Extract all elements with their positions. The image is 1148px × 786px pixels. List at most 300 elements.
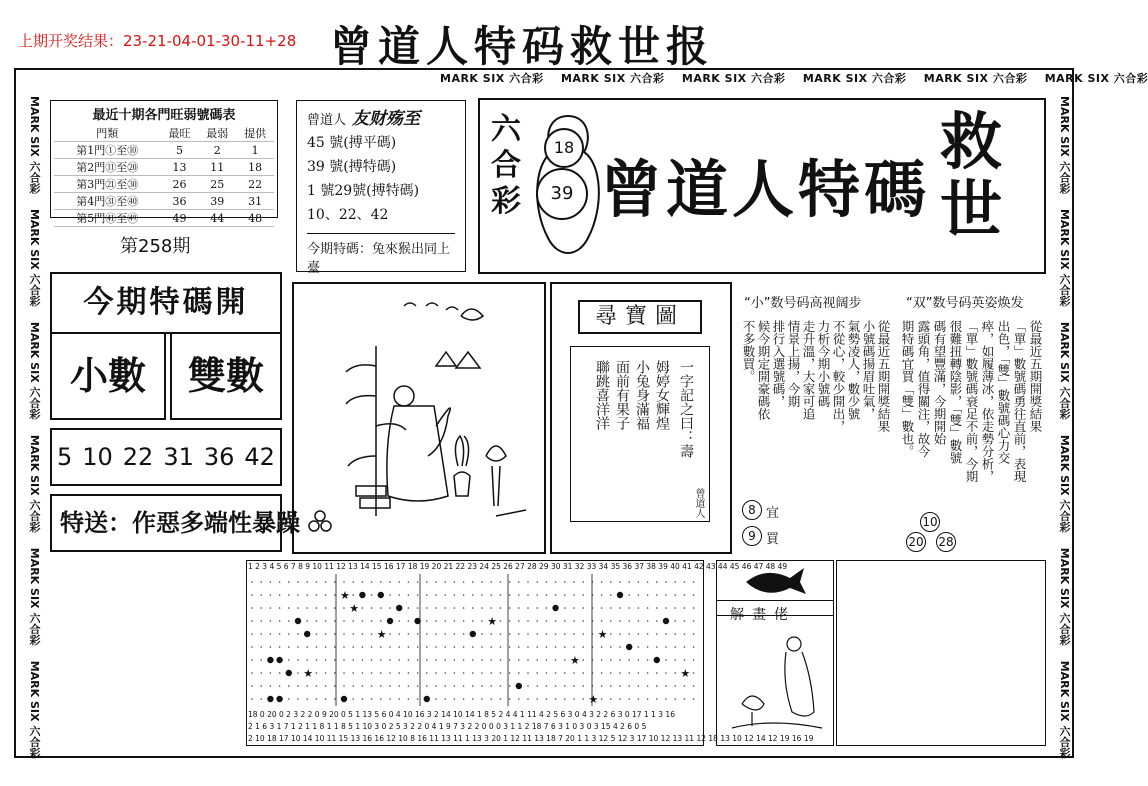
grid-dot (334, 594, 336, 596)
grid-footer-row: 18 0 20 0 2 3 2 2 0 9 20 0 5 1 13 5 6 0 4 10 16 3 2 14 10 14 1 8 5 2 4 4 1 11 4 2 5 6 3 0 4 3 2 2 6 3 0 17 1 1 3 16 (248, 710, 675, 719)
grid-dot (573, 581, 575, 583)
grid-dot (638, 698, 640, 700)
grid-dot (500, 581, 502, 583)
grid-dot (619, 672, 621, 674)
grid-dot (656, 581, 658, 583)
grid-dot (426, 581, 428, 583)
grid-dot (380, 698, 382, 700)
grid-dot (564, 607, 566, 609)
grid-dot (490, 607, 492, 609)
grid-dot (306, 698, 308, 700)
logo-title: 曾道人特碼 (600, 153, 931, 226)
grid-dot (380, 672, 382, 674)
grid-dot-mark (359, 592, 365, 598)
analysis-word: 宜 (766, 506, 780, 521)
grid-dot (582, 620, 584, 622)
grid-dot (417, 581, 419, 583)
grid-dot (500, 646, 502, 648)
grid-dot (555, 698, 557, 700)
grid-dot (674, 633, 676, 635)
lhc-logo-text: 六合彩 (491, 112, 521, 219)
grid-dot (251, 594, 253, 596)
grid-dot (564, 698, 566, 700)
analysis-word: 買 (766, 532, 780, 547)
grid-dot (454, 581, 456, 583)
grid-dot (270, 685, 272, 687)
grid-dot-mark (552, 605, 558, 611)
grid-dot (481, 581, 483, 583)
watermark-strip-top (440, 70, 1148, 92)
grid-dot (435, 607, 437, 609)
grid-dot (647, 633, 649, 635)
grid-dot (444, 607, 446, 609)
grid-dot (389, 698, 391, 700)
grid-dot (279, 646, 281, 648)
picked-number: 31 (163, 443, 194, 471)
table-cell: 2 (198, 142, 236, 159)
grid-dot (362, 698, 364, 700)
analysis-left-col: 不多數買。 (741, 320, 756, 383)
grid-star-mark: ★ (303, 667, 314, 680)
grid-dot (297, 646, 299, 648)
grid-dot (463, 620, 465, 622)
grid-dot (601, 607, 603, 609)
grid-dot (389, 594, 391, 596)
riddle-title: 解畫佬 (730, 607, 796, 623)
grid-dot (564, 659, 566, 661)
grid-dot (408, 659, 410, 661)
grid-dot (647, 659, 649, 661)
grid-dot (555, 646, 557, 648)
grid-dot (674, 594, 676, 596)
grid-dot (260, 581, 262, 583)
grid-dot (684, 659, 686, 661)
grid-dot (573, 672, 575, 674)
grid-dot (362, 659, 364, 661)
picked-number: 5 (56, 443, 73, 471)
grid-dot (463, 685, 465, 687)
banner-title: 曾道人特码救世报 (330, 22, 715, 71)
grid-dot (417, 594, 419, 596)
grid-dot (288, 685, 290, 687)
grid-dot (536, 594, 538, 596)
analysis-left-col: 從最近五期開獎結果 (876, 320, 891, 433)
grid-dot (509, 672, 511, 674)
grid-dot (389, 633, 391, 635)
table-cell: 第4門㉛至㊵ (54, 193, 161, 210)
watermark-text: MARK SIX 六合彩 (560, 72, 665, 85)
grid-dot (656, 672, 658, 674)
grid-dot (500, 633, 502, 635)
grid-dot (343, 633, 345, 635)
grid-dot-mark (341, 696, 347, 702)
grid-dot (297, 581, 299, 583)
grid-dot (251, 646, 253, 648)
grid-dot (334, 581, 336, 583)
grid-dot (582, 659, 584, 661)
grid-dot (371, 581, 373, 583)
grid-dot (343, 620, 345, 622)
grid-dot (518, 672, 520, 674)
grid-dot (362, 685, 364, 687)
grid-dot (306, 620, 308, 622)
table-cell: 25 (198, 176, 236, 193)
scholar-illustration (296, 286, 542, 550)
grid-dot (582, 607, 584, 609)
grid-dot (500, 607, 502, 609)
grid-dot (454, 659, 456, 661)
analysis-ball: 20 (906, 532, 926, 552)
grid-dot (463, 594, 465, 596)
grid-dot (463, 698, 465, 700)
grid-dot (582, 672, 584, 674)
grid-dot-mark (378, 592, 384, 598)
table-cell: 48 (236, 210, 274, 227)
watermark-strip-left (18, 96, 42, 759)
grid-dot (619, 646, 621, 648)
grid-dot (693, 659, 695, 661)
grid-dot (380, 646, 382, 648)
grid-dot-mark (654, 657, 660, 663)
grid-dot (435, 698, 437, 700)
grid-dot (490, 659, 492, 661)
grid-dot (573, 698, 575, 700)
grid-dot (389, 685, 391, 687)
grid-dot-mark (387, 618, 393, 624)
grid-dot (435, 659, 437, 661)
grid-dot (426, 633, 428, 635)
analysis-head-even: “双”数号码英姿焕发 (906, 296, 1024, 311)
grid-dot (408, 698, 410, 700)
grid-dot (306, 685, 308, 687)
grid-dot (628, 685, 630, 687)
hot-cold-table-box (50, 100, 278, 225)
grid-dot (380, 581, 382, 583)
grid-dot (693, 620, 695, 622)
grid-dot-mark (304, 631, 310, 637)
grid-dot (279, 607, 281, 609)
grid-dot (527, 698, 529, 700)
table-row (54, 193, 274, 210)
grid-dot (426, 659, 428, 661)
grid-dot (334, 685, 336, 687)
watermark-text: MARK SIX 六合彩 (681, 72, 786, 85)
grid-dot-mark (267, 696, 273, 702)
grid-dot (472, 607, 474, 609)
grid-dot (362, 607, 364, 609)
grid-dot (260, 672, 262, 674)
last-result-line: 上期开奖结果：23-21-04-01-30-11+28 (18, 32, 297, 50)
grid-dot (536, 607, 538, 609)
grid-dot (527, 607, 529, 609)
grid-star-mark: ★ (376, 628, 387, 641)
grid-dot (306, 646, 308, 648)
tip-header (307, 107, 455, 131)
grid-dot (665, 672, 667, 674)
grid-dot (371, 646, 373, 648)
grid-dot (260, 659, 262, 661)
grid-dot (288, 698, 290, 700)
grid-dot-mark (286, 670, 292, 676)
grid-dot (463, 581, 465, 583)
grid-dot (389, 607, 391, 609)
grid-dot (619, 698, 621, 700)
analysis-right-col: 露頭角，值得關注，故今 (916, 320, 931, 458)
grid-dot (610, 581, 612, 583)
grid-dot (343, 646, 345, 648)
grid-dot (316, 685, 318, 687)
grid-dot (371, 659, 373, 661)
grid-dot (638, 607, 640, 609)
grid-dot (619, 620, 621, 622)
grid-dot (674, 620, 676, 622)
grid-dot (610, 646, 612, 648)
grid-dot (251, 672, 253, 674)
analysis-right-col: 「單」數號碼勇往直前，表現 (1012, 320, 1027, 483)
grid-star-mark: ★ (570, 654, 580, 667)
grid-dot (693, 698, 695, 700)
grid-dot (279, 620, 281, 622)
grid-dot (509, 633, 511, 635)
watermark-text: MARK SIX 六合彩 (1058, 547, 1071, 646)
special-open-title: 今期特碼開 (50, 272, 282, 334)
grid-dot (251, 685, 253, 687)
grid-dot (638, 685, 640, 687)
grid-dot (454, 633, 456, 635)
grid-dot (536, 659, 538, 661)
grid-dot-mark (626, 644, 632, 650)
grid-dot (426, 672, 428, 674)
grid-dot (454, 607, 456, 609)
grid-dot (472, 685, 474, 687)
grid-dot (408, 685, 410, 687)
grid-dot-mark (470, 631, 476, 637)
grid-dot (546, 594, 548, 596)
grid-dot (500, 685, 502, 687)
grid-dot-mark (295, 618, 301, 624)
grid-dot (306, 594, 308, 596)
tip-line: 10、22、42 (307, 207, 389, 223)
grid-dot (408, 633, 410, 635)
grid-dot (481, 698, 483, 700)
tip-line: 1 號29號(搏特碼) (307, 183, 420, 199)
grid-dot (316, 581, 318, 583)
grid-dot (306, 607, 308, 609)
grid-dot (665, 581, 667, 583)
grid-dot (260, 607, 262, 609)
grid-dot (693, 607, 695, 609)
grid-dot (371, 685, 373, 687)
grid-dot (463, 672, 465, 674)
grid-dot (334, 633, 336, 635)
grid-dot (463, 633, 465, 635)
grid-dot (297, 607, 299, 609)
analysis-ball: 28 (936, 532, 956, 552)
grid-dot (564, 633, 566, 635)
grid-dot (297, 633, 299, 635)
grid-dot (481, 633, 483, 635)
table-cell: 第1門①至⑩ (54, 142, 161, 159)
table-cell: 31 (236, 193, 274, 210)
grid-dot (674, 685, 676, 687)
grid-dot (334, 607, 336, 609)
grid-dot (408, 607, 410, 609)
grid-dot (628, 672, 630, 674)
grid-dot (518, 659, 520, 661)
grid-dot (582, 633, 584, 635)
grid-dot (398, 659, 400, 661)
grid-dot (325, 620, 327, 622)
grid-dot (518, 594, 520, 596)
grid-dot (279, 672, 281, 674)
grid-dot (509, 698, 511, 700)
grid-dot (546, 698, 548, 700)
grid-dot (684, 685, 686, 687)
picked-number: 10 (82, 443, 113, 471)
analysis-left-col: 不從心，較少開出， (831, 320, 846, 433)
grid-dot (398, 698, 400, 700)
grid-dot (518, 633, 520, 635)
grid-dot (325, 633, 327, 635)
grid-dot (527, 594, 529, 596)
grid-dot (601, 594, 603, 596)
grid-dot (647, 672, 649, 674)
grid-dot (463, 646, 465, 648)
analysis-left-col: 情景上揚，今期 (786, 320, 801, 408)
grid-star-mark: ★ (487, 615, 498, 628)
grid-dot (316, 607, 318, 609)
grid-dot (509, 685, 511, 687)
grid-dot (398, 685, 400, 687)
table-cell: 39 (198, 193, 236, 210)
grid-dot (665, 685, 667, 687)
grid-dot (306, 581, 308, 583)
watermark-text: MARK SIX 六合彩 (923, 72, 1028, 85)
grid-dot (536, 685, 538, 687)
grid-dot (260, 633, 262, 635)
analysis-left-col: 候今期定開豪碼依 (756, 320, 771, 420)
grid-dot (647, 594, 649, 596)
grid-dot (463, 659, 465, 661)
picked-number: 42 (244, 443, 275, 471)
grid-dot (527, 633, 529, 635)
watermark-strip-right (1048, 96, 1072, 759)
watermark-text: MARK SIX 六合彩 (1058, 434, 1071, 533)
grid-dot (555, 581, 557, 583)
grid-footer-row: 2 10 18 17 10 14 10 11 15 13 16 16 12 10 8 16 11 13 11 1 13 3 20 1 12 11 13 18 7 20 1 1 3 12 5 12 3 17 10 12 13 11 12 18 13 10 12 14 12 19 16 19 (248, 734, 814, 743)
table-header-row (54, 125, 274, 142)
grid-dot (463, 607, 465, 609)
grid-dot (555, 672, 557, 674)
grid-dot (518, 581, 520, 583)
watermark-text: MARK SIX 六合彩 (28, 434, 41, 533)
grid-dot (573, 607, 575, 609)
analysis-right-col: 「單」數號碼衰足不前，今期 (964, 320, 979, 483)
grid-dot (435, 646, 437, 648)
grid-dot (665, 698, 667, 700)
grid-star-mark: ★ (597, 628, 608, 641)
grid-dot (610, 607, 612, 609)
grid-dot (693, 672, 695, 674)
grid-dot (251, 581, 253, 583)
grid-dot-mark (276, 696, 282, 702)
grid-dot (472, 672, 474, 674)
grid-dot (536, 672, 538, 674)
grid-dot (444, 633, 446, 635)
grid-dot (546, 581, 548, 583)
grid-dot (444, 594, 446, 596)
grid-dot (527, 659, 529, 661)
even-number-label: 雙數 (170, 332, 282, 420)
grid-dot (334, 646, 336, 648)
logo-ball-2: 39 (536, 168, 588, 220)
grid-dot (417, 607, 419, 609)
table-row (54, 159, 274, 176)
grid-dot (325, 685, 327, 687)
watermark-text: MARK SIX 六合彩 (1058, 660, 1071, 759)
grid-dot (619, 581, 621, 583)
issue-number: 第258期 (120, 236, 191, 257)
grid-dot (325, 698, 327, 700)
watermark-text: MARK SIX 六合彩 (1058, 321, 1071, 420)
grid-dot (454, 698, 456, 700)
grid-dot (509, 594, 511, 596)
analysis-head-small: “小”数号码高视阔步 (744, 296, 862, 311)
grid-dot (638, 659, 640, 661)
grid-dot (481, 672, 483, 674)
tip-line: 39 號(搏特碼) (307, 159, 397, 175)
grid-dot (564, 620, 566, 622)
grid-dot (435, 633, 437, 635)
grid-dot (398, 672, 400, 674)
grid-dot (325, 659, 327, 661)
grid-dot (380, 607, 382, 609)
grid-dot (380, 659, 382, 661)
grid-dot (435, 594, 437, 596)
grid-dot (343, 607, 345, 609)
grid-dot (601, 581, 603, 583)
watermark-text: MARK SIX 六合彩 (1058, 208, 1071, 307)
grid-dot (656, 685, 658, 687)
grid-dot (435, 672, 437, 674)
grid-dot (656, 607, 658, 609)
grid-dot (297, 698, 299, 700)
analysis-right-col: 期特碼宜買「雙」數也。 (900, 320, 915, 458)
grid-dot (546, 672, 548, 674)
grid-dot (573, 685, 575, 687)
grid-dot (647, 620, 649, 622)
grid-dot (638, 672, 640, 674)
grid-dot (693, 685, 695, 687)
grid-dot (417, 659, 419, 661)
grid-dot (674, 607, 676, 609)
grid-dot (270, 594, 272, 596)
grid-dot (518, 646, 520, 648)
grid-dot (555, 594, 557, 596)
grid-dot (638, 594, 640, 596)
special-send: 特送：作惡多端性暴躁 (50, 494, 282, 552)
grid-dot (472, 659, 474, 661)
grid-dot (684, 633, 686, 635)
grid-dot (325, 607, 327, 609)
grid-dot (490, 646, 492, 648)
grid-dot (693, 633, 695, 635)
grid-dot (674, 646, 676, 648)
grid-dot (316, 633, 318, 635)
grid-star-mark: ★ (588, 693, 599, 706)
grid-dot (316, 620, 318, 622)
grid-dot (444, 646, 446, 648)
